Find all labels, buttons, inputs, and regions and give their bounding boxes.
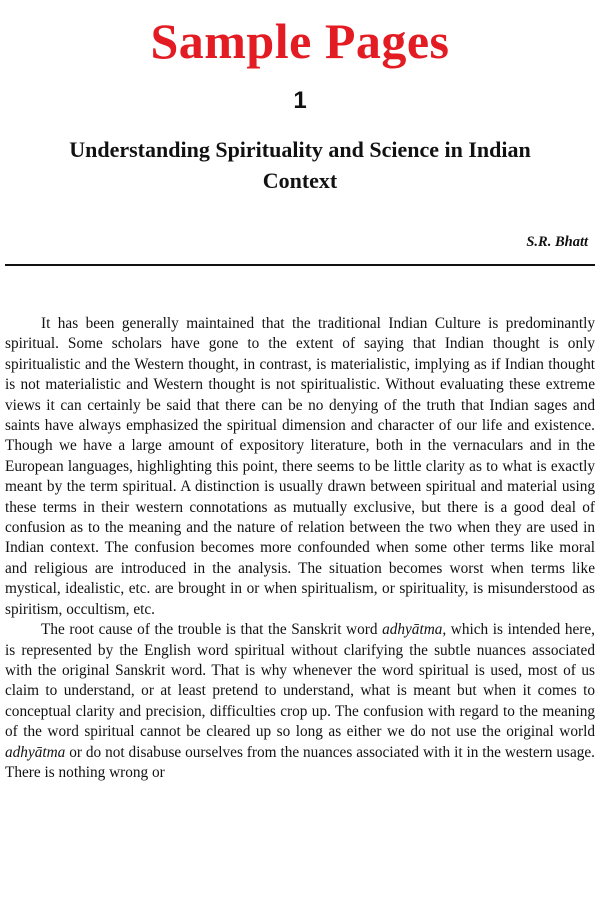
body-paragraph xyxy=(5,314,595,620)
body-paragraph xyxy=(5,620,595,783)
paragraph-text: It has been generally maintained that the traditional Indian Culture is predominantly spiritual. Some scholars have gone to the extent of saying that Indian thought is only spiritualistic and the Western thought, in contrast, is materialistic, implying as if Indian thought is not materialistic and Western thought is not spiritualistic. Without evaluating these extreme views it can certainly be said that there can be no denying of the truth that Indian sages and saints have always emphasized the spiritual dimension and character of our life and existence. Though we have a large amount of expository literature, both in the vernaculars and in the European languages, highlighting this point, there seems to be little clarity as to what is exactly meant by the term spiritual. A distinction is usually drawn between spiritual and material using these terms in their western connotations as mutually exclusive, but there is a good deal of confusion as to the meaning and the nature of relation between the two when they are used in Indian context. The confusion becomes more confounded when some other terms like moral and religious are introduced in the analysis. The situation becomes worst when terms like mystical, idealistic, etc. are brought in or when spiritualism, or spirituality, is misunderstood as spiritism, occultism, etc. xyxy=(5,315,595,618)
chapter-number: 1 xyxy=(293,87,307,114)
sanskrit-term: adhyātma xyxy=(5,743,66,761)
sample-pages-banner: Sample Pages xyxy=(150,13,450,69)
sanskrit-term: adhyātma, xyxy=(382,621,447,639)
chapter-body xyxy=(5,314,595,783)
chapter-title: Understanding Spirituality and Science in Indian Context xyxy=(69,137,531,193)
paragraph-text: The root cause of the trouble is that the Sanskrit word xyxy=(41,621,383,639)
title-divider xyxy=(5,264,595,266)
chapter-author: S.R. Bhatt xyxy=(526,234,588,250)
paragraph-text: which is intended here, is represented by the English word spiritual without clarifying the subtle nuances associated with the original Sanskrit word. That is why whenever the word spiritual is used, most of us claim to understand, or at least pretend to understand, what is meant but when it comes to conceptual clarity and precision, difficulties crop up. The confusion with regard to the meaning of the word spiritual cannot be cleared up so long as either we do not use the original world xyxy=(5,621,595,741)
paragraph-text: or do not disabuse ourselves from the nuances associated with it in the western usage. There is nothing wrong or xyxy=(5,743,595,781)
